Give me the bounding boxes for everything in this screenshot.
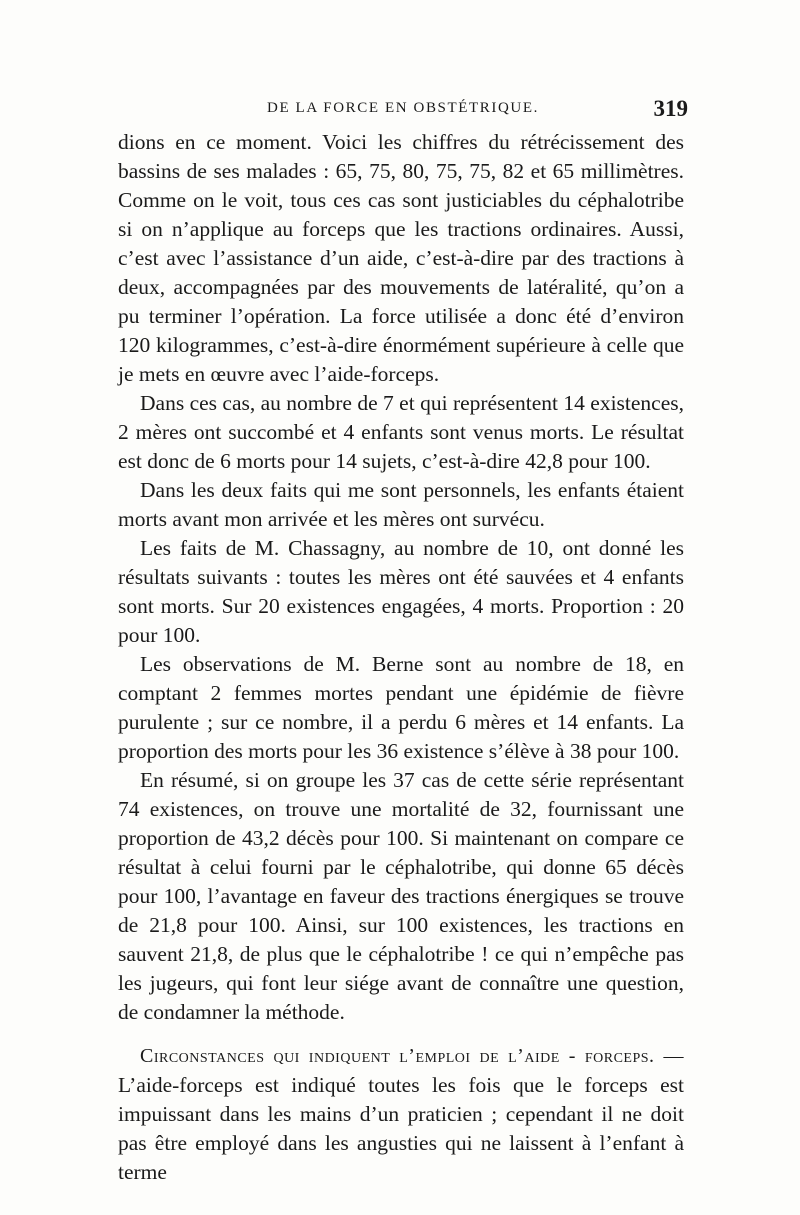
running-header [118,96,688,126]
paragraph-mortality-cases: Dans ces cas, au nombre de 7 et qui représentent 14 existences, 2 mères ont succombé et 4 enfants sont venus morts. Le résultat est donc de 6 morts pour 14 sujets, c’est-à-dire 42,8 pour 100. [118,391,684,473]
paragraph-summary: En résumé, si on groupe les 37 cas de cette série représentant 74 existences, on trouve une mortalité de 32, fournissant une proportion de 43,2 décès pour 100. Si maintenant on compare ce résultat à celui fourni par le céphalotribe, qui donne 65 décès pour 100, l’avantage en faveur des tractions énergiques se trouve de 21,8 pour 100. Ainsi, sur 100 existences, les tractions en sauvent 21,8, de plus que le céphalotribe ! ce qui n’empêche pas les jugeurs, qui font leur siége avant de connaître une question, de condamner la méthode. [118,768,684,1024]
paragraph-berne: Les observations de M. Berne sont au nombre de 18, en comptant 2 femmes mortes pendant une épidémie de fièvre purulente ; sur ce nombre, il a perdu 6 mères et 14 enfants. La proportion des morts pour les 36 existence s’élève à 38 pour 100. [118,652,684,763]
page-number: 319 [653,96,688,121]
paragraph-continuation: dions en ce moment. Voici les chiffres du rétrécissement des bassins de ses malades : 65, 75, 80, 75, 75, 82 et 65 millimètres. Comme on le voit, tous ces cas sont justiciables du céphalotribe si on n’applique au forceps que les tractions ordinaires. Aussi, c’est avec l’assistance d’un aide, c’est-à-dire par des tractions à deux, accompagnées par des mouvements de latéralité, qu’on a pu terminer l’opération. La force utilisée a donc été d’environ 120 kilogrammes, c’est-à-dire énormément supérieure à celle que je mets en œuvre avec l’aide-forceps. [118,130,684,386]
running-title: DE LA FORCE EN OBSTÉTRIQUE. [267,100,539,116]
paragraph-personal-cases: Dans les deux faits qui me sont personnels, les enfants étaient morts avant mon arrivée et les mères ont survécu. [118,478,684,531]
paragraph-chassagny: Les faits de M. Chassagny, au nombre de 10, ont donné les résultats suivants : toutes les mères ont été sauvées et 4 enfants sont morts. Sur 20 existences engagées, 4 morts. Proportion : 20 pour 100. [118,536,684,647]
section-text: L’aide-forceps est indiqué toutes les fois que le forceps est impuissant dans les mains d’un praticien ; cependant il ne doit pas être employé dans les angusties qui ne laissent à l’enfant à terme [118,1073,684,1184]
section-heading: Circonstances qui indiquent l’emploi de l’aide - forceps. — [140,1045,684,1067]
body-text [118,128,684,1187]
section-paragraph [118,1041,684,1187]
